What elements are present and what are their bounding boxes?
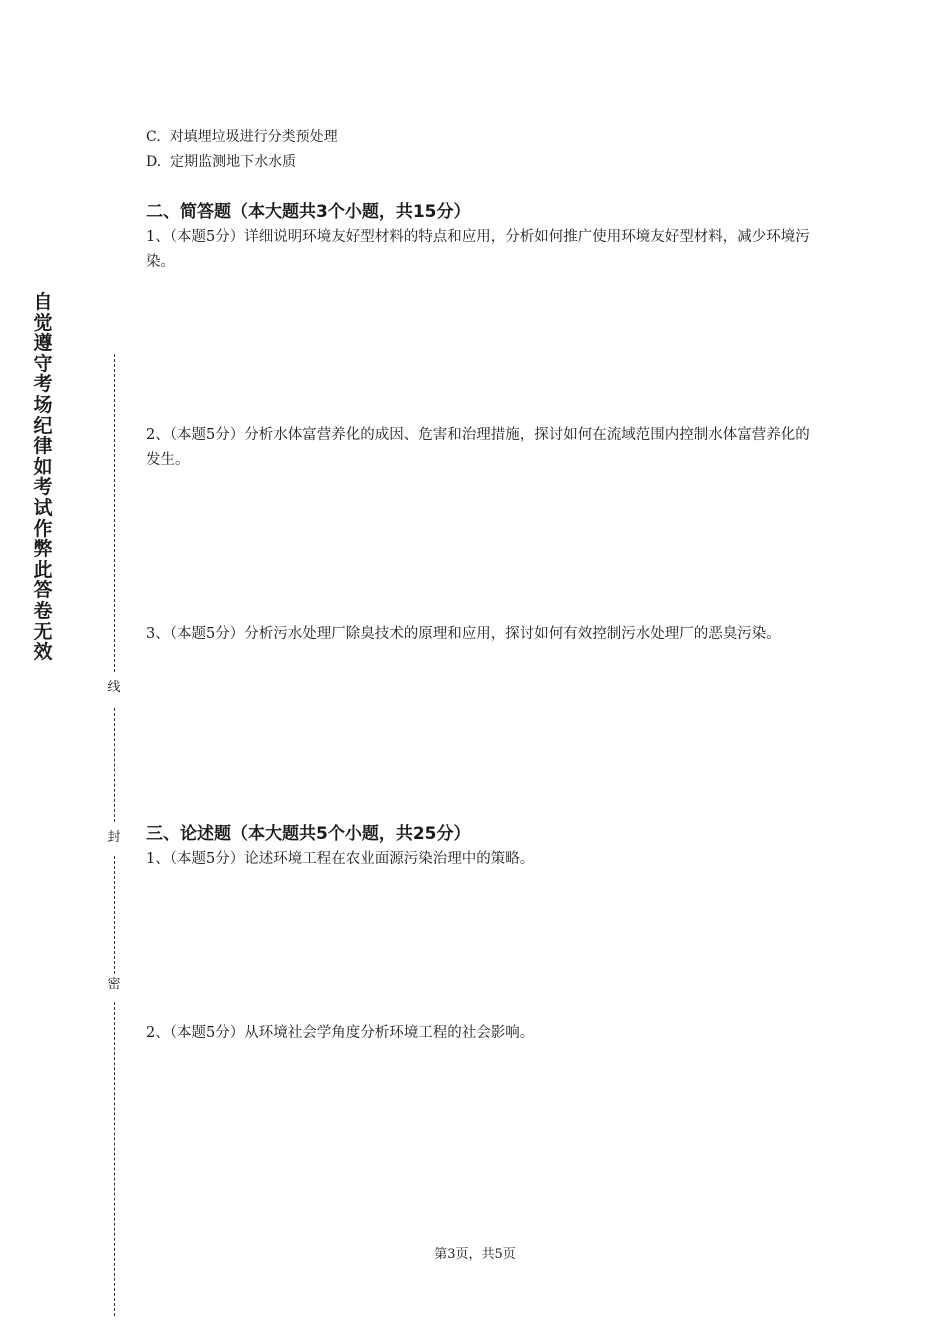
binding-dashed-line-middle xyxy=(114,708,115,822)
question-short-answer-2: 2、（本题5分）分析水体富营养化的成因、危害和治理措施，探讨如何在流域范围内控制水体富营养化的发生。 xyxy=(146,427,810,468)
page-number: 第3页，共5页 xyxy=(434,1247,516,1262)
binding-dashed-line-lower xyxy=(114,856,115,974)
option-text: 对填埋垃圾进行分类预处理 xyxy=(169,129,338,145)
seal-label-secret: 密 xyxy=(107,977,121,992)
binding-dashed-line-top xyxy=(114,354,115,672)
question-short-answer-3: 3、（本题5分）分析污水处理厂除臭技术的原理和应用，探讨如何有效控制污水处理厂的恶臭污染。 xyxy=(146,626,781,642)
section-heading-short-answer: 二、简答题（本大题共3个小题，共15分） xyxy=(146,202,471,222)
option-c xyxy=(146,127,338,147)
option-letter: C. xyxy=(146,129,161,145)
option-d xyxy=(146,152,296,172)
section-heading-essay: 三、论述题（本大题共5个小题，共25分） xyxy=(146,824,471,844)
seal-label-seal: 封 xyxy=(107,830,121,845)
binding-dashed-line-bottom xyxy=(114,1002,115,1316)
option-letter: D. xyxy=(146,154,162,170)
question-short-answer-1: 1、（本题5分）详细说明环境友好型材料的特点和应用，分析如何推广使用环境友好型材料，减少环境污染。 xyxy=(146,229,810,270)
exam-discipline-notice: 自觉遵守考场纪律如考试作弊此答卷无效 xyxy=(33,291,53,664)
seal-label-line: 线 xyxy=(107,680,121,695)
question-essay-1: 1、（本题5分）论述环境工程在农业面源污染治理中的策略。 xyxy=(146,851,535,867)
option-text: 定期监测地下水水质 xyxy=(170,154,297,170)
question-essay-2: 2、（本题5分）从环境社会学角度分析环境工程的社会影响。 xyxy=(146,1025,535,1041)
